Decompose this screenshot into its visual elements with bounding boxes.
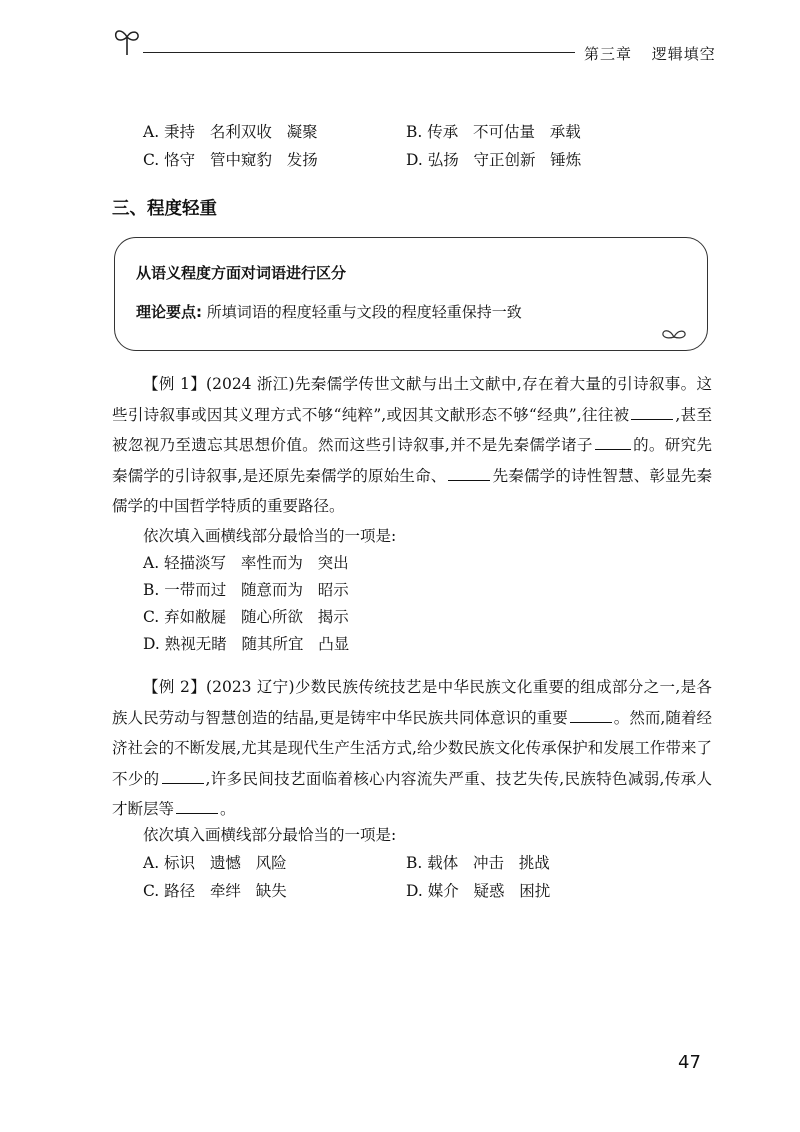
- chapter-title: 逻辑填空: [651, 45, 716, 63]
- example-1-option-d: D. 熟视无睹 随其所宜 凸显: [143, 635, 350, 653]
- blank-1: [631, 418, 673, 420]
- blank-3: [448, 479, 490, 481]
- chapter-label: 第三章: [584, 45, 633, 63]
- callout-heading: 从语义程度方面对词语进行区分: [136, 264, 347, 282]
- page-number: 47: [678, 1052, 701, 1073]
- example-2-text: 。: [220, 800, 236, 818]
- prev-option-a: A. 秉持 名利双收 凝聚: [143, 123, 318, 141]
- example-2-text: ,许多民间技艺面临着核心内容流失严重、技艺失传,民族特色减弱,传承人才断层等: [112, 769, 712, 818]
- example-2-text: 少数民族传统技艺是中华民族文化重要的组成部分之一,是各族人民劳动与智慧创造的结晶,更是铸牢中华民族共同体意识的重要: [112, 678, 712, 727]
- blank-1: [570, 721, 612, 723]
- example-1: [112, 369, 712, 522]
- example-1-question: 依次填入画横线部分最恰当的一项是:: [143, 527, 397, 545]
- example-2: [112, 672, 712, 825]
- example-2-option-c: C. 路径 牵绊 缺失: [143, 882, 287, 900]
- example-2-tag: 【例 2】: [143, 678, 207, 696]
- blank-3: [176, 812, 218, 814]
- callout-box: [114, 237, 708, 351]
- example-1-text: ,甚至被忽视乃至遗忘其思想价值。然而这些引诗叙事,并不是先秦儒学诸子: [112, 405, 712, 454]
- blank-2: [595, 448, 631, 450]
- running-header: [584, 43, 716, 64]
- leaf-icon: [660, 325, 688, 341]
- example-2-option-a: A. 标识 遗憾 风险: [143, 854, 287, 872]
- example-2-source: (2023 辽宁): [206, 678, 295, 696]
- example-2-option-b: B. 载体 冲击 挑战: [406, 854, 550, 872]
- example-2-question: 依次填入画横线部分最恰当的一项是:: [143, 826, 397, 844]
- example-1-option-b: B. 一带而过 随意而为 昭示: [143, 581, 349, 599]
- example-1-option-a: A. 轻描淡写 率性而为 突出: [143, 554, 349, 572]
- example-1-text: 先秦儒学传世文献与出土文献中,存在着大量的引诗叙事。这些引诗叙事或因其义理方式不够“纯粹”,或因其文献形态不够“经典”,往往被: [112, 375, 712, 424]
- example-1-tag: 【例 1】: [143, 375, 207, 393]
- example-1-option-c: C. 弃如敝屣 随心所欲 揭示: [143, 608, 349, 626]
- example-1-text: 先秦儒学的诗性智慧、彰显先秦儒学的中国哲学特质的重要路径。: [112, 466, 712, 515]
- prev-option-b: B. 传承 不可估量 承载: [406, 123, 581, 141]
- example-1-text: 的。研究先秦儒学的引诗叙事,是还原先秦儒学的原始生命、: [112, 436, 712, 485]
- prev-option-d: D. 弘扬 守正创新 锤炼: [406, 151, 582, 169]
- callout-text: 所填词语的程度轻重与文段的程度轻重保持一致: [206, 303, 522, 321]
- example-2-option-d: D. 媒介 疑惑 困扰: [406, 882, 551, 900]
- example-2-text: 。然而,随着经济社会的不断发展,尤其是现代生产生活方式,给少数民族文化传承保护和发展工作带来了不少的: [112, 708, 712, 788]
- header-rule: [143, 52, 575, 53]
- prev-option-c: C. 恪守 管中窥豹 发扬: [143, 151, 318, 169]
- callout-label: 理论要点:: [136, 303, 202, 321]
- sprout-icon: [112, 24, 142, 56]
- example-1-source: (2024 浙江): [206, 375, 295, 393]
- section-title: 三、程度轻重: [112, 199, 217, 219]
- blank-2: [162, 782, 204, 784]
- callout-key-point: [136, 301, 522, 322]
